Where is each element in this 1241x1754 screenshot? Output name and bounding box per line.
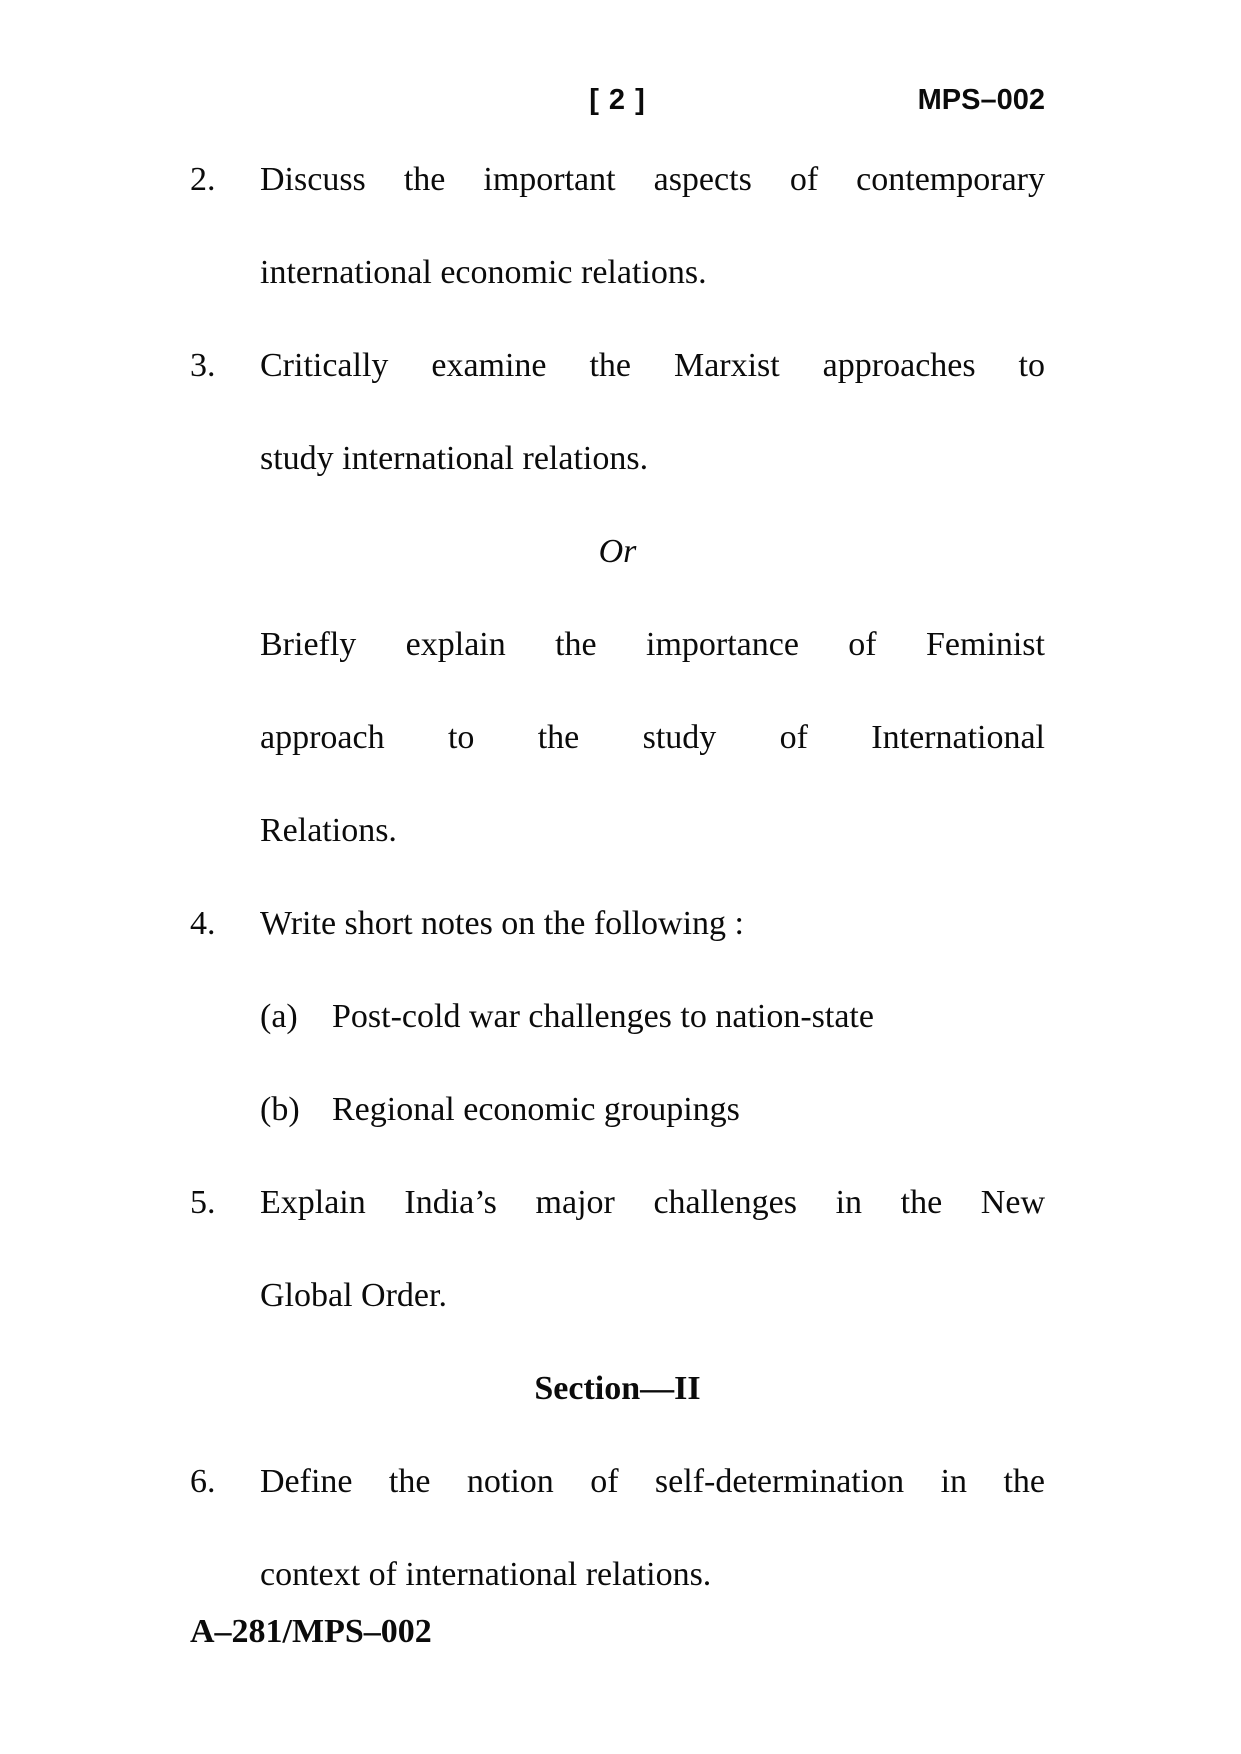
- page-header: [190, 80, 1045, 120]
- question-2-number: 2.: [190, 161, 216, 198]
- question-3-alt-text-line-2: approach to the study of International: [260, 719, 1045, 756]
- question-4-item-b-row: [260, 1091, 740, 1128]
- or-separator-text: Or: [598, 533, 637, 570]
- question-4-item-a-label: (a): [260, 998, 298, 1035]
- question-6-line-1: [190, 1435, 1045, 1528]
- question-4-lead: [190, 877, 1045, 970]
- question-list: [190, 133, 1045, 1621]
- question-6-number: 6.: [190, 1463, 216, 1500]
- question-5-line-2: [190, 1249, 1045, 1342]
- question-3-alt-text-line-1: Briefly explain the importance of Feminist: [260, 626, 1045, 663]
- question-5-line-1: [190, 1156, 1045, 1249]
- question-6-text-line-1: Define the notion of self-determination in the: [260, 1463, 1045, 1500]
- question-4-item-b-label: (b): [260, 1091, 300, 1128]
- section-heading: [190, 1342, 1045, 1435]
- course-code: MPS–002: [917, 84, 1045, 116]
- question-3-alt-line-1: [190, 598, 1045, 691]
- question-4-item-a-row: [260, 998, 874, 1035]
- question-3-alt-line-2: [190, 691, 1045, 784]
- question-4-number: 4.: [190, 905, 216, 942]
- question-3-alt-text-line-3: Relations.: [260, 812, 397, 849]
- page-footer: [190, 1612, 432, 1652]
- question-4-item-b-text: Regional economic groupings: [332, 1091, 740, 1128]
- question-2-line-2: [190, 226, 1045, 319]
- or-separator: [190, 505, 1045, 598]
- question-5-text-line-2: Global Order.: [260, 1277, 447, 1314]
- question-3-text-line-2: study international relations.: [260, 440, 649, 477]
- question-3-number: 3.: [190, 347, 216, 384]
- paper-set-code: A–281/MPS–002: [190, 1613, 432, 1650]
- question-5-number: 5.: [190, 1184, 216, 1221]
- question-5-text-line-1: Explain India’s major challenges in the New: [260, 1184, 1045, 1221]
- question-2-text-line-1: Discuss the important aspects of contemporary: [260, 161, 1045, 198]
- question-3-alt-line-3: [190, 784, 1045, 877]
- question-4-lead-text: Write short notes on the following :: [260, 905, 745, 942]
- question-4-item-a: [190, 970, 1045, 1063]
- page-number: [ 2 ]: [589, 84, 646, 116]
- section-heading-text: Section—II: [534, 1370, 701, 1407]
- question-6-text-line-2: context of international relations.: [260, 1556, 712, 1593]
- question-6-line-2: [190, 1528, 1045, 1621]
- question-4-item-a-text: Post-cold war challenges to nation-state: [332, 998, 874, 1035]
- question-3-line-2: [190, 412, 1045, 505]
- question-3-text-line-1: Critically examine the Marxist approaches to: [260, 347, 1045, 384]
- question-2-text-line-2: international economic relations.: [260, 254, 707, 291]
- question-3-line-1: [190, 319, 1045, 412]
- question-4-item-b: [190, 1063, 1045, 1156]
- question-2-line-1: [190, 133, 1045, 226]
